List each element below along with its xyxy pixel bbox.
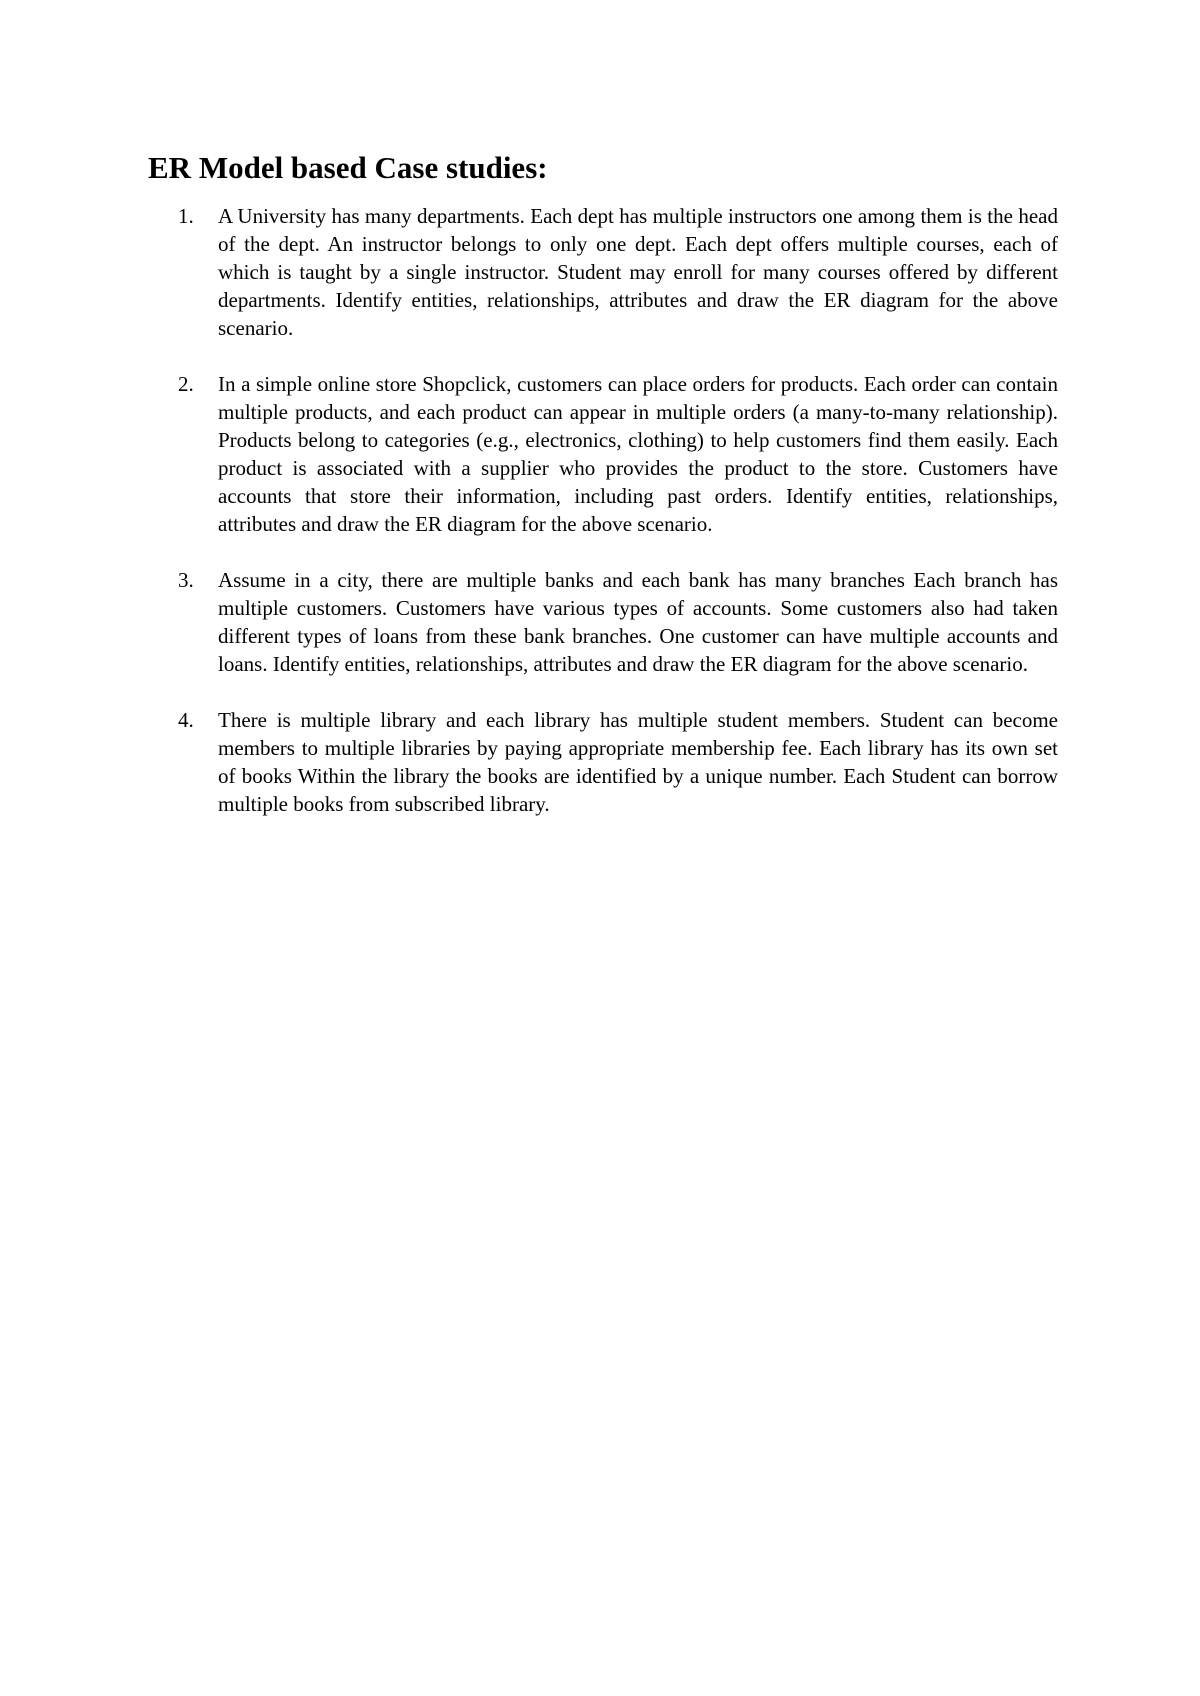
case-study-text: There is multiple library and each library has multiple student members. Student can become members to multiple libraries by paying appropriate membership fee. Each library has its own set of books Within the library the books are identified by a unique number. Each Student can borrow multiple books from subscribed library. xyxy=(218,708,1058,816)
case-study-item-2 xyxy=(178,370,1058,538)
case-study-text: Assume in a city, there are multiple banks and each bank has many branches Each branch has multiple customers. Customers have various types of accounts. Some customers also had taken different types of loans from these bank branches. One customer can have multiple accounts and loans. Identify entities, relationships, attributes and draw the ER diagram for the above scenario. xyxy=(218,568,1058,676)
case-study-text: In a simple online store Shopclick, customers can place orders for products. Each order can contain multiple products, and each product can appear in multiple orders (a many-to-many relationship). Products belong to categories (e.g., electronics, clothing) to help customers find them easily. Each product is associated with a supplier who provides the product to the store. Customers have accounts that store their information, including past orders. Identify entities, relationships, attributes and draw the ER diagram for the above scenario. xyxy=(218,372,1058,536)
case-study-item-1 xyxy=(178,202,1058,342)
case-study-number: 4. xyxy=(178,708,194,732)
page-title: ER Model based Case studies: xyxy=(148,150,548,185)
case-study-number: 2. xyxy=(178,372,194,396)
case-study-list xyxy=(178,202,1058,846)
case-study-number: 1. xyxy=(178,204,194,228)
case-study-text: A University has many departments. Each dept has multiple instructors one among them is the head of the dept. An instructor belongs to only one dept. Each dept offers multiple courses, each of which is taught by a single instructor. Student may enroll for many courses offered by different departments. Identify entities, relationships, attributes and draw the ER diagram for the above scenario. xyxy=(218,204,1058,340)
case-study-item-3 xyxy=(178,566,1058,678)
case-study-item-4 xyxy=(178,706,1058,818)
case-study-number: 3. xyxy=(178,568,194,592)
